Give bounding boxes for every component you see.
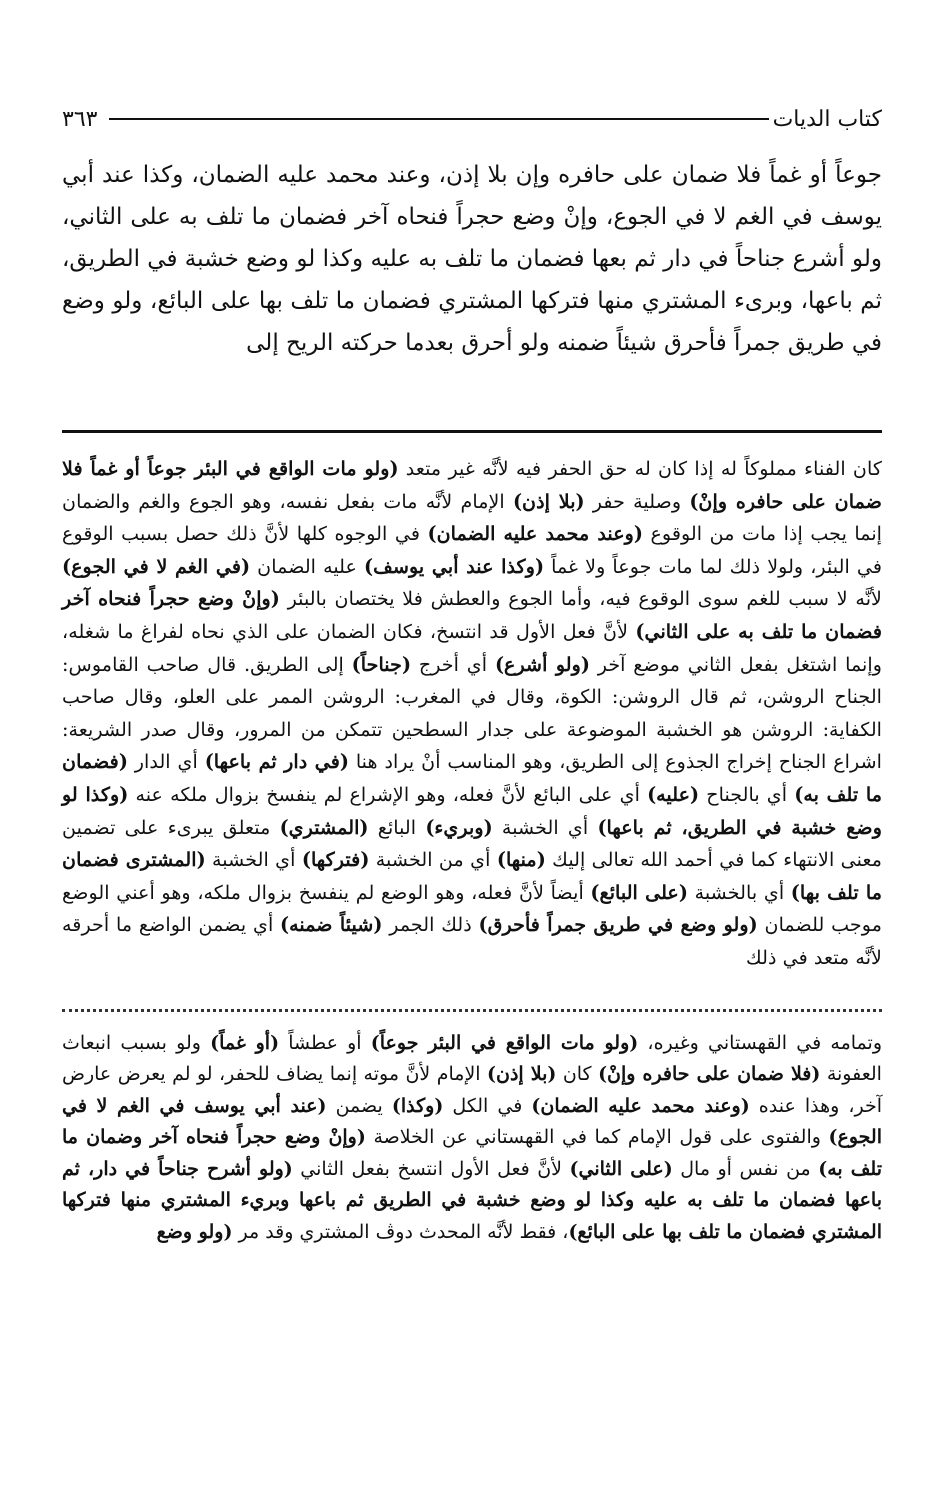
commentary-emphasis: (ولو مات الواقع في البئر جوعاً أو غماً فلا ضمان على حافره وإنْ) <box>62 457 882 513</box>
footnote-segment: ولو بسبب انبعاث العفونة <box>62 1031 882 1086</box>
commentary-emphasis: (وكذا عند أبي يوسف) <box>364 554 545 578</box>
commentary-emphasis: (على البائع) <box>590 880 688 904</box>
commentary-segment: الإمام لأنَّه مات بفعل نفسه، وهو الجوع والغم والضمان إنما يجب إذا مات من الوقوع <box>62 489 883 546</box>
footnote-emphasis: (بلا إذن) <box>487 1063 557 1086</box>
commentary-segment: أي أخرج <box>411 652 495 676</box>
commentary-segment: في الوجوه كلها لأنَّ ذلك حصل بسبب الوقوع في البئر، ولولا ذلك لما مات جوعاً ولا غماً <box>62 522 882 578</box>
main-text: جوعاً أو غماً فلا ضمان على حافره وإن بلا إذن، وعند محمد عليه الضمان، وكذا عند أبي يوسف في الغم لا في الجوع، وإنْ وضع حجراً فنحاه آخر فضمان ما تلف به على الثاني، ولو أشرع جناحاً في دار ثم بعها فضمان ما تلف به عليه وكذا لو وضع خشبة في الطريق، ثم باعها، وبرىء المشتري منها فتركها المشتري فضمان ما تلف بها على البائع، ولو وضع في طريق جمراً فأحرق شيئاً ضمنه ولو أحرق بعدما حركته الريح إلى <box>62 162 882 356</box>
footnote-segment: يضمن <box>326 1094 392 1117</box>
main-separator <box>62 430 882 433</box>
footnote-emphasis: (أو غماً) <box>210 1031 280 1054</box>
footnote-emphasis: (عند أبي يوسف في الغم لا في الجوع) <box>62 1094 882 1149</box>
commentary-emphasis: (عليه) <box>647 782 700 806</box>
commentary-emphasis: (جناحاً) <box>351 652 412 676</box>
footnote-emphasis: (ولو أشرح جناحاً في دار، ثم باعها فضمان ما تلف به عليه وكذا لو وضع خشبة في الطريق ثم باعها وبريء المشتري منها فتركها المشتري فضمان ما تلف بها على البائع) <box>62 1157 882 1244</box>
commentary-segment: أي بالخشبة <box>687 880 791 904</box>
commentary-emphasis: (وعند محمد عليه الضمان) <box>427 522 643 546</box>
book-title: كتاب الديات <box>772 107 882 132</box>
footnote-segment: في الكل <box>443 1094 532 1117</box>
footnote-emphasis: (وإنْ وضع حجراً فنحاه آخر وضمان ما تلف به) <box>62 1126 883 1180</box>
commentary-emphasis: (وكذا لو وضع خشبة في الطريق، ثم باعها) <box>62 782 882 839</box>
commentary-segment: وصلية حفر <box>584 489 690 513</box>
page-number: ٣٦٣ <box>62 107 98 132</box>
commentary-segment: لأنَّ فعل الأول قد انتسخ، فكان الضمان على الذي نحاه لفراغ ما شغله، وإنما اشتغل بفعل الثاني موضع آخر <box>62 619 882 676</box>
footnote-emphasis: (فلا ضمان على حافره وإنْ) <box>598 1063 821 1086</box>
commentary-segment: أي الدار <box>127 750 205 774</box>
footnote-segment: لأنَّ فعل الأول انتسخ بفعل الثاني <box>292 1157 570 1180</box>
commentary-emphasis: (ولو أشرع) <box>494 652 590 676</box>
commentary-emphasis: (منها) <box>496 848 546 872</box>
commentary-segment: أي من الخشبة <box>369 848 497 872</box>
commentary-emphasis: (وإنْ وضع حجراً فنحاه آخر فضمان ما تلف به على الثاني) <box>62 587 882 643</box>
commentary-emphasis: (وبريء) <box>425 815 493 839</box>
footnote-segment: والفتوى على قول الإمام كما في القهستاني عن الخلاصة <box>365 1126 829 1149</box>
footnote-segment: الإمام لأنَّ موته إنما يضاف للحفر، لو لم يعرض عارض آخر، وهذا عنده <box>62 1063 882 1117</box>
footnote-segment: ، فقط لأنَّه المحدث دوڤ المشتري وقد مر <box>232 1221 569 1244</box>
commentary-emphasis: (فضمان ما تلف به) <box>62 750 882 806</box>
commentary-emphasis: (المشتري) <box>279 815 369 839</box>
commentary-segment: ذلك الجمر <box>382 913 479 937</box>
commentary-segment: كان الفناء مملوكاً له إذا كان له حق الحفر فيه لأنَّه غير متعد <box>398 457 882 480</box>
footnote-text <box>62 1028 882 1249</box>
commentary-segment: أي بالجناح <box>699 782 795 806</box>
commentary-text <box>62 453 882 975</box>
commentary-segment: لأنَّه لا سبب للغم سوى الوقوع فيه، وأما الجوع والعطش فلا يختصان بالبئر <box>279 587 883 611</box>
commentary-emphasis: (فتركها) <box>301 848 370 872</box>
commentary-emphasis: (في دار ثم باعها) <box>204 750 349 774</box>
page-header <box>62 92 882 132</box>
footnote-segment: وتمامه في القهستاني وغيره، <box>638 1031 882 1054</box>
commentary-segment: أي يضمن الواضع ما أحرقه لأنَّه متعد في ذلك <box>62 913 882 969</box>
footnote-emphasis: (ولو مات الواقع في البئر جوعاً) <box>370 1031 639 1054</box>
dotted-separator <box>62 1009 882 1012</box>
commentary-segment: البائع <box>368 815 426 839</box>
footnote-emphasis: (ولو وضع <box>156 1221 233 1244</box>
commentary-emphasis: (المشترى فضمان ما تلف بها) <box>62 848 882 904</box>
commentary-segment: أي الخشبة <box>492 815 598 839</box>
commentary-emphasis: (ولو وضع في طريق جمراً فأحرق) <box>478 913 758 937</box>
footnote-segment: من نفس أو مال <box>672 1157 819 1180</box>
commentary-emphasis: (في الغم لا في الجوع) <box>62 554 251 578</box>
commentary-segment: متعلق يبرىء على تضمين معنى الانتهاء كما في أحمد الله تعالى إليك <box>62 815 883 872</box>
footnote-emphasis: (وعند محمد عليه الضمان) <box>531 1094 750 1117</box>
commentary-emphasis: (بلا إذن) <box>512 489 585 513</box>
commentary-segment: أي الخشبة <box>205 848 302 872</box>
commentary-segment: أيضاً لأنَّ فعله، وهو الوضع لم ينفسخ بزوال ملكه، وهو أعني الوضع موجب للضمان <box>62 880 882 937</box>
footnote-emphasis: (على الثاني) <box>569 1157 673 1180</box>
commentary-segment: إلى الطريق. قال صاحب القاموس: الجناح الروشن، ثم قال الروشن: الكوة، وقال في المغرب: الروشن الممر على العلو، وقال صاحب الكفاية: الروشن هو الخشبة الموضوعة على جدار السطحين تتمكن من المرور، وقال صدر الشريعة: اشراع الجناح إخراج الجذوع إلى الطريق، وهو المناسب أنْ يراد هنا <box>62 652 882 774</box>
commentary-segment: أي على البائع لأنَّ فعله، وهو الإشراع لم ينفسخ بزوال ملكه عنه <box>128 782 648 806</box>
footnote-segment: أو عطشاً <box>279 1031 371 1054</box>
header-rule <box>109 118 768 120</box>
footnote-segment: كان <box>556 1063 599 1086</box>
commentary-emphasis: (شيئاً ضمنه) <box>280 913 383 937</box>
commentary-segment: عليه الضمان <box>250 554 364 578</box>
footnote-emphasis: (وكذا) <box>391 1094 444 1117</box>
